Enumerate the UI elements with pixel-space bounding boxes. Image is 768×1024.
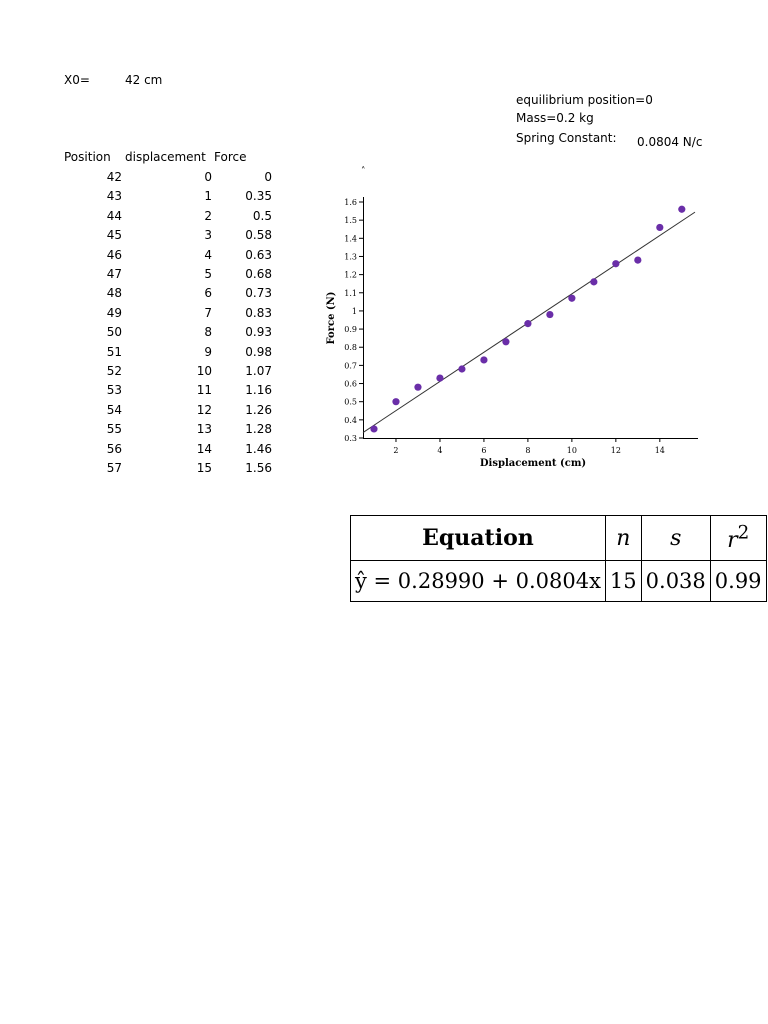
table-row <box>0 248 300 267</box>
position-cell: 53 <box>106 383 122 398</box>
table-row <box>0 267 300 286</box>
y-tick-label: 1.3 <box>344 252 357 262</box>
chart-mark: ˄ <box>361 167 366 177</box>
data-point <box>590 278 597 285</box>
r2-value: 0.99 <box>710 561 766 602</box>
displacement-cell: 10 <box>196 364 212 378</box>
position-cell: 43 <box>106 189 122 204</box>
displacement-cell: 15 <box>196 461 212 475</box>
x-tick-label: 6 <box>481 446 487 455</box>
position-cell: 46 <box>106 247 122 262</box>
force-cell: 0.68 <box>245 267 272 281</box>
x-axis-label: Displacement (cm) <box>479 458 587 469</box>
column-header-position: Position <box>64 150 111 164</box>
chart-svg <box>318 165 698 475</box>
data-point <box>546 311 553 318</box>
position-cell: 51 <box>106 344 122 359</box>
y-ticks <box>344 198 363 443</box>
displacement-cell: 12 <box>196 402 212 417</box>
position-cell: 52 <box>106 364 122 378</box>
y-tick-label: 0.7 <box>344 361 357 371</box>
x-tick-label: 14 <box>654 446 665 455</box>
force-cell: 0.98 <box>245 344 272 359</box>
y-tick-label: 0.5 <box>344 397 357 407</box>
force-cell: 1.46 <box>245 441 272 456</box>
y-tick-label: 1 <box>351 306 357 316</box>
position-cell: 48 <box>106 286 122 301</box>
x-ticks <box>393 438 664 455</box>
force-cell: 1.07 <box>245 364 272 378</box>
y-tick-label: 0.8 <box>344 343 357 353</box>
spring-constant-value: 0.0804 N/c <box>637 135 703 149</box>
table-row <box>0 306 300 325</box>
equilibrium-label: equilibrium position=0 <box>516 93 653 107</box>
position-cell: 57 <box>106 461 122 475</box>
x-tick-label: 10 <box>566 446 577 455</box>
column-header-force: Force <box>214 150 247 164</box>
x-tick-label: 4 <box>437 446 443 455</box>
y-tick-label: 1.2 <box>344 270 357 280</box>
displacement-cell: 6 <box>204 286 212 301</box>
force-cell: 0.58 <box>245 228 272 243</box>
position-cell: 45 <box>106 228 122 243</box>
table-row <box>0 209 300 228</box>
data-point <box>458 365 465 372</box>
y-axis-label: Force (N) <box>326 291 337 345</box>
force-cell: 1.28 <box>245 422 272 437</box>
table-row <box>0 442 300 461</box>
data-point <box>392 398 399 405</box>
displacement-cell: 8 <box>204 325 212 340</box>
force-cell: 0.73 <box>245 286 272 301</box>
equation-value: ŷ = 0.28990 + 0.0804x <box>351 561 606 602</box>
position-cell: 49 <box>106 305 122 320</box>
force-cell: 0.93 <box>245 325 272 340</box>
force-cell: 0.63 <box>245 247 272 262</box>
table-row <box>0 345 300 364</box>
x-tick-label: 8 <box>525 446 531 455</box>
y-tick-label: 0.4 <box>344 415 357 425</box>
y-tick-label: 1.6 <box>344 198 357 207</box>
data-point <box>678 206 685 213</box>
equation-table-header-row <box>351 516 767 561</box>
displacement-cell: 3 <box>204 228 212 243</box>
data-point <box>502 338 509 345</box>
displacement-cell: 2 <box>204 208 212 223</box>
s-header: s <box>641 516 710 561</box>
table-row <box>0 461 300 480</box>
column-header-displacement: displacement <box>125 150 206 164</box>
y-tick-label: 0.9 <box>344 325 357 335</box>
data-point <box>414 384 421 391</box>
table-row <box>0 403 300 422</box>
data-point <box>568 295 575 302</box>
table-row <box>0 228 300 247</box>
position-cell: 50 <box>106 325 122 340</box>
equation-header: Equation <box>351 516 606 561</box>
mass-label: Mass=0.2 kg <box>516 111 594 125</box>
data-point <box>634 256 641 263</box>
table-row <box>0 325 300 344</box>
force-displacement-chart <box>318 165 698 475</box>
position-cell: 47 <box>106 267 122 281</box>
data-point <box>436 374 443 381</box>
table-row <box>0 170 300 189</box>
force-cell: 1.26 <box>245 402 272 417</box>
equation-table-container <box>350 515 762 605</box>
n-header: n <box>605 516 641 561</box>
x0-label: X0= <box>64 73 90 87</box>
data-point <box>524 320 531 327</box>
y-tick-label: 1.4 <box>344 234 357 244</box>
force-cell: 1.56 <box>245 461 272 475</box>
data-point <box>656 224 663 231</box>
displacement-cell: 1 <box>204 189 212 204</box>
table-row <box>0 422 300 441</box>
force-cell: 0.35 <box>245 189 272 204</box>
table-row <box>0 364 300 383</box>
displacement-cell: 11 <box>196 383 212 398</box>
spring-constant-label: Spring Constant: <box>516 131 617 145</box>
n-value: 15 <box>605 561 641 602</box>
s-value: 0.038 <box>641 561 710 602</box>
force-cell: 1.16 <box>245 383 272 398</box>
position-cell: 44 <box>106 208 122 223</box>
x-tick-label: 2 <box>393 446 399 455</box>
y-tick-label: 0.3 <box>344 434 357 443</box>
r2-header: $r^2$ <box>710 516 766 561</box>
displacement-cell: 7 <box>204 305 212 320</box>
displacement-cell: 13 <box>196 422 212 437</box>
y-tick-label: 0.6 <box>344 379 357 389</box>
x0-value: 42 cm <box>125 73 163 87</box>
table-row <box>0 286 300 305</box>
displacement-cell: 9 <box>204 344 212 359</box>
position-cell: 54 <box>106 402 122 417</box>
displacement-cell: 5 <box>204 267 212 281</box>
displacement-cell: 4 <box>204 247 212 262</box>
position-cell: 56 <box>106 441 122 456</box>
table-row <box>0 383 300 402</box>
force-cell: 0.5 <box>252 208 272 223</box>
position-cell: 42 <box>106 170 122 184</box>
y-tick-label: 1.1 <box>344 288 357 298</box>
position-cell: 55 <box>106 422 122 437</box>
data-point <box>480 356 487 363</box>
data-points <box>370 206 685 433</box>
displacement-cell: 0 <box>204 170 212 184</box>
x-tick-label: 12 <box>610 446 621 455</box>
equation-table <box>350 515 767 602</box>
y-tick-label: 1.5 <box>344 216 357 226</box>
force-cell: 0.83 <box>245 305 272 320</box>
equation-table-value-row <box>351 561 767 602</box>
table-row <box>0 189 300 208</box>
force-cell: 0 <box>264 170 272 184</box>
displacement-cell: 14 <box>196 441 212 456</box>
data-point <box>370 425 377 432</box>
data-point <box>612 260 619 267</box>
